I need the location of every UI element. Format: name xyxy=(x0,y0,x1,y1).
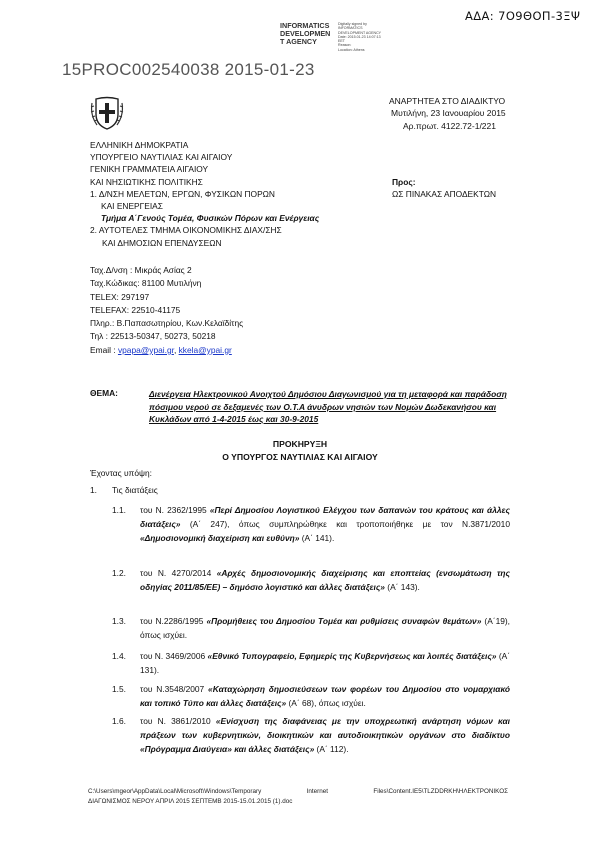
item-law-title: «Καταχώρηση δημοσιεύσεων των φορέων του Δημοσίου στο νομαρχιακό και τοπικό Τύπο και άλλες διατάξεις» xyxy=(140,684,510,708)
signature-line: Reason: xyxy=(338,43,352,48)
publish-online-notice: ΑΝΑΡΤΗΤΕΑ ΣΤΟ ΔΙΑΔΙΚΤΥΟ xyxy=(389,96,506,106)
item-text-part: (Α΄ 143). xyxy=(384,582,420,592)
item-number: 1.2. xyxy=(112,568,126,578)
item-number: 1.1. xyxy=(112,505,126,515)
header-line: ΥΠΟΥΡΓΕΙΟ ΝΑΥΤΙΛΙΑΣ ΚΑΙ ΑΙΓΑΙΟΥ xyxy=(90,152,233,163)
contact-line: Ταχ.Δ/νση : Μικράς Ασίας 2 xyxy=(90,265,192,275)
section-label: Τις διατάξεις xyxy=(112,485,158,495)
file-path-part: ΔΙΑΓΩΝΙΣΜΟΣ ΝΕΡΟΥ ΑΠΡΙΛ 2015 ΣΕΠΤΕΜΒ 2015-15.01.2015 (1).doc xyxy=(88,798,293,805)
signature-line: INFORMATICS xyxy=(338,26,363,31)
item-law-title: «Δημοσιονομική διαχείριση και ευθύνη» xyxy=(140,533,300,543)
item-law-title: «Ενίσχυση της διαφάνειας με την υποχρεωτική ανάρτηση νόμων και πράξεων των κυβερνητικών, διοικητικών και αυτοδιοικητικών οργάνων στο διαδίκτυο «Πρόγραμμα Διαύγεια» και άλλες διατάξεις» xyxy=(140,716,510,754)
item-text-part: του Ν. 2362/1995 xyxy=(140,505,210,515)
header-line: ΚΑΙ ΔΗΜΟΣΙΩΝ ΕΠΕΝΔΥΣΕΩΝ xyxy=(102,237,222,248)
signature-details xyxy=(338,22,398,52)
agency-stamp-line: T AGENCY xyxy=(280,37,317,47)
item-text xyxy=(140,614,510,642)
item-number: 1.5. xyxy=(112,684,126,694)
item-text-part: του Ν.3548/2007 xyxy=(140,684,209,694)
subject-label: ΘΕΜΑ: xyxy=(90,388,118,398)
agency-stamp xyxy=(280,22,330,47)
item-text-part: (Α΄ 112). xyxy=(314,744,349,754)
item-text-part: (Α΄19), όπως ισχύει. xyxy=(140,616,510,640)
signature-line: DEVELOPMENT AGENCY xyxy=(338,30,382,35)
header-line: 1. Δ/ΝΣΗ ΜΕΛΕΤΩΝ, ΕΡΓΩΝ, ΦΥΣΙΚΩΝ ΠΟΡΩΝ xyxy=(90,188,275,199)
recipients xyxy=(392,176,496,200)
item-text-part: του Ν.2286/1995 xyxy=(140,616,207,626)
item-text xyxy=(140,714,510,756)
item-number: 1.3. xyxy=(112,616,126,626)
file-path-footer xyxy=(88,787,508,807)
item-text xyxy=(140,566,510,594)
header-line: Τμήμα Α΄Γενούς Τομέα, Φυσικών Πόρων και Ενέργειας xyxy=(101,213,320,224)
email-link[interactable]: vpapa@ypai.gr xyxy=(117,344,174,355)
item-text xyxy=(140,649,510,677)
place-date: Μυτιλήνη, 23 Ιανουαρίου 2015 xyxy=(391,108,506,119)
document-id: 15PROC002540038 2015-01-23 xyxy=(62,60,315,79)
email-separator: , xyxy=(173,344,179,355)
greek-emblem-icon xyxy=(89,95,125,131)
item-text xyxy=(140,503,510,545)
contact-line: Τηλ : 22513-50347, 50273, 50218 xyxy=(90,331,216,342)
announcement-issuer: Ο ΥΠΟΥΡΓΟΣ ΝΑΥΤΙΛΙΑΣ ΚΑΙ ΑΙΓΑΙΟΥ xyxy=(222,452,378,462)
item-text-part: (Α΄ 68), όπως ισχύει. xyxy=(286,698,366,708)
recipients-value: ΩΣ ΠΙΝΑΚΑΣ ΑΠΟΔΕΚΤΩΝ xyxy=(392,189,496,200)
email-line xyxy=(90,344,243,357)
item-law-title: «Προμήθειες του Δημοσίου Τομέα και ρυθμίσεις συναφών θεμάτων» xyxy=(206,616,482,626)
signature-line: EET xyxy=(338,39,345,44)
item-text-part: του Ν. 4270/2014 xyxy=(140,568,217,578)
file-path-part: Files\Content.IE5\TLZDDRKH\ΗΛΕΚΤΡΟΝΙΚΟΣ xyxy=(373,788,508,795)
header-line: ΕΛΛΗΝΙΚΗ ΔΗΜΟΚΡΑΤΙΑ xyxy=(90,140,189,150)
item-number: 1.4. xyxy=(112,651,126,661)
agency-stamp-line: INFORMATICS xyxy=(280,21,330,30)
right-header xyxy=(389,95,506,132)
email-link[interactable]: kkela@ypai.gr xyxy=(178,344,232,355)
item-text-part: του Ν. 3469/2006 xyxy=(140,651,208,661)
recipients-label: Προς: xyxy=(392,177,416,187)
contact-line: TELEFAX: 22510-41175 xyxy=(90,304,181,315)
email-label: Email : xyxy=(90,344,118,355)
header-line: ΚΑΙ ΝΗΣΙΩΤΙΚΗΣ ΠΟΛΙΤΙΚΗΣ xyxy=(90,176,203,187)
protocol-number: Αρ.πρωτ. 4122.72-1/221 xyxy=(403,120,496,131)
ministry-header xyxy=(90,139,319,249)
item-law-title: «Περί Δημοσίου Λογιστικού Ελέγχου των δαπανών του κράτους και άλλες διατάξεις» xyxy=(140,505,511,529)
signature-line: Date: 2015.01.23 14:07:13 xyxy=(338,34,381,39)
item-text-part: (Α΄ 141). xyxy=(299,533,335,543)
item-number: 1.6. xyxy=(112,716,126,726)
subject-text: Διενέργεια Ηλεκτρονικού Ανοιχτού Δημόσιου Διαγωνισμού για τη μεταφορά και παράδοση πόσιμου νερού σε δεξαμενές των Ο.Τ.Α άνυδρων νησιών των Νομών Δωδεκανήσου και Κυκλάδων από 1-4-2015 έως και 30-9-2015 xyxy=(149,389,507,424)
header-line: 2. ΑΥΤΟΤΕΛΕΣ ΤΜΗΜΑ ΟΙΚΟΝΟΜΙΚΗΣ ΔΙΑΧ/ΣΗΣ xyxy=(90,225,282,236)
ada-code: ΑΔΑ: 7Ο9ΘΟΠ-3ΞΨ xyxy=(465,9,581,23)
agency-stamp-line: DEVELOPMEN xyxy=(280,29,331,39)
file-path-part: C:\Users\mgeor\AppData\Local\Microsoft\Windows\Temporary xyxy=(88,788,262,795)
section-number: 1. xyxy=(90,485,97,495)
header-line: ΚΑΙ ΕΝΕΡΓΕΙΑΣ xyxy=(101,201,163,212)
contact-line: TELEX: 297197 xyxy=(90,291,150,302)
contact-block xyxy=(90,264,243,357)
contact-line: Πληρ.: Β.Παπασωτηρίου, Κων.Κελαϊδίτης xyxy=(90,318,244,329)
item-text-part: (Α΄ 247), όπως συμπληρώθηκε και τροποποιήθηκε με τον Ν.3871/2010 xyxy=(180,519,510,529)
item-text-part: του Ν. 3861/2010 xyxy=(140,716,216,726)
header-line: ΓΕΝΙΚΗ ΓΡΑΜΜΑΤΕΙΑ ΑΙΓΑΙΟΥ xyxy=(90,164,209,175)
considering-intro: Έχοντας υπόψη: xyxy=(90,468,152,478)
file-path-part: Internet xyxy=(306,788,328,795)
announcement-title: ΠΡΟΚΗΡΥΞΗ xyxy=(272,439,328,449)
item-text-part: (Α΄ 131). xyxy=(140,651,510,675)
signature-line: Digitally signed by xyxy=(338,22,367,26)
signature-line: Location: Athens xyxy=(338,47,365,52)
item-law-title: «Αρχές δημοσιονομικής διαχείρισης και εποπτείας (ενσωμάτωση της οδηγίας 2011/85/ΕΕ) – δημόσιο λογιστικό και άλλες διατάξεις» xyxy=(140,568,510,592)
item-text xyxy=(140,682,510,710)
contact-line: Ταχ.Κώδικας: 81100 Μυτιλήνη xyxy=(90,278,202,289)
item-law-title: «Εθνικό Τυπογραφείο, Εφημερίς της Κυβερνήσεως και λοιπές διατάξεις» xyxy=(207,651,497,661)
